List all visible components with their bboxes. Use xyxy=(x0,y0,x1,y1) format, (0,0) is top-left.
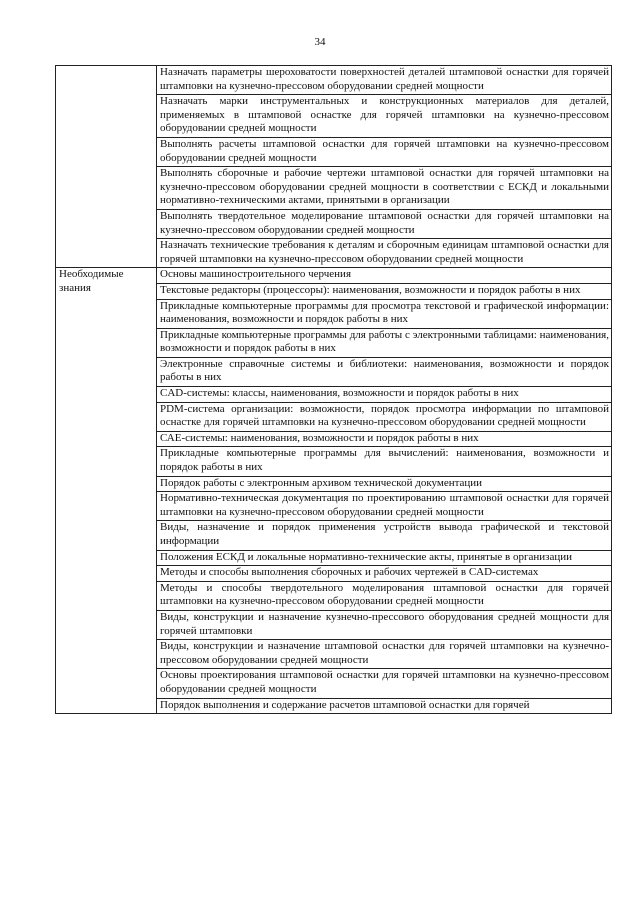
knowledge-item: САЕ-системы: наименования, возможности и порядок работы в них xyxy=(157,431,612,447)
knowledge-item: Прикладные компьютерные программы для работы с электронными таблицами: наименования, возможности и порядок работы в них xyxy=(157,328,612,357)
skills-category-cell xyxy=(56,66,157,268)
knowledge-item: Виды, назначение и порядок применения устройств вывода графической и текстовой информации xyxy=(157,521,612,550)
knowledge-item: CAD-системы: классы, наименования, возможности и порядок работы в них xyxy=(157,387,612,403)
knowledge-category-label: Необходимые знания xyxy=(56,268,157,714)
knowledge-item: Порядок работы с электронным архивом технической документации xyxy=(157,476,612,492)
page-number: 34 xyxy=(314,36,326,48)
knowledge-item: Методы и способы выполнения сборочных и рабочих чертежей в CAD-системах xyxy=(157,566,612,582)
skill-item: Назначать марки инструментальных и конструкционных материалов для деталей, применяемых в штамповой оснастке для горячей штамповки на кузнечно-прессовом оборудовании средней мощности xyxy=(157,95,612,138)
knowledge-item: Основы машиностроительного черчения xyxy=(157,268,612,284)
knowledge-item: Виды, конструкции и назначение кузнечно-прессового оборудования средней мощности для горячей штамповки xyxy=(157,610,612,639)
knowledge-item: Прикладные компьютерные программы для просмотра текстовой и графической информации: наименования, возможности и порядок работы в них xyxy=(157,299,612,328)
knowledge-item: Положения ЕСКД и локальные нормативно-технические акты, принятые в организации xyxy=(157,550,612,566)
skill-item: Выполнять твердотельное моделирование штамповой оснастки для горячей штамповки на кузнечно-прессовом оборудовании средней мощности xyxy=(157,209,612,238)
table-row xyxy=(56,268,612,284)
skill-item: Назначать параметры шероховатости поверхностей деталей штамповой оснастки для горячей штамповки на кузнечно-прессовом оборудовании средней мощности xyxy=(157,66,612,95)
knowledge-item: Электронные справочные системы и библиотеки: наименования, возможности и порядок работы в них xyxy=(157,357,612,386)
knowledge-item: Виды, конструкции и назначение штамповой оснастки для горячей штамповки на кузнечно-прессовом оборудовании средней мощности xyxy=(157,640,612,669)
knowledge-item: Основы проектирования штамповой оснастки для горячей штамповки на кузнечно-прессовом оборудовании средней мощности xyxy=(157,669,612,698)
skill-item: Выполнять сборочные и рабочие чертежи штамповой оснастки для горячей штамповки на кузнечно-прессовом оборудовании средней мощности в соответствии с ЕСКД и локальными нормативно-техническими актами, принятыми в организации xyxy=(157,167,612,210)
skill-item: Выполнять расчеты штамповой оснастки для горячей штамповки на кузнечно-прессовом оборудовании средней мощности xyxy=(157,137,612,166)
knowledge-item: PDM-система организации: возможности, порядок просмотра информации по штамповой оснастке для горячей штамповки на кузнечно-прессовом оборудовании средней мощности xyxy=(157,402,612,431)
requirements-table xyxy=(55,65,612,714)
knowledge-item: Прикладные компьютерные программы для вычислений: наименования, возможности и порядок работы в них xyxy=(157,447,612,476)
skill-item: Назначать технические требования к деталям и сборочным единицам штамповой оснастки для горячей штамповки на кузнечно-прессовом оборудовании средней мощности xyxy=(157,239,612,268)
knowledge-item: Нормативно-техническая документация по проектированию штамповой оснастки для горячей штамповки на кузнечно-прессовом оборудовании средней мощности xyxy=(157,492,612,521)
knowledge-item: Текстовые редакторы (процессоры): наименования, возможности и порядок работы в них xyxy=(157,283,612,299)
knowledge-item: Методы и способы твердотельного моделирования штамповой оснастки для горячей штамповки на кузнечно-прессовом оборудовании средней мощности xyxy=(157,581,612,610)
table-row xyxy=(56,66,612,95)
knowledge-item: Порядок выполнения и содержание расчетов штамповой оснастки для горячей xyxy=(157,698,612,714)
